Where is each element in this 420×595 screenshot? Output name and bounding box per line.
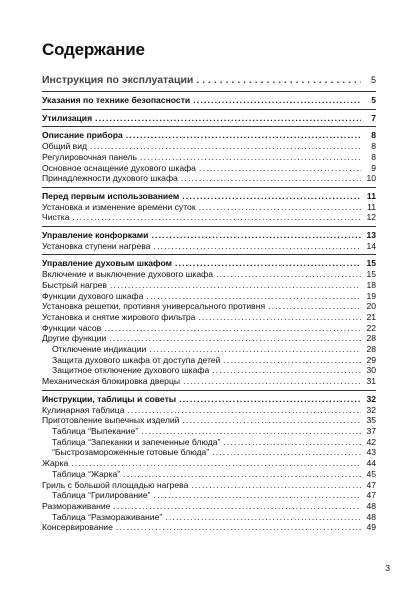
toc-entry-title: Установка ступени нагрева (42, 240, 151, 251)
toc-entry-page: 28 (366, 333, 376, 344)
toc-entry-title: Принадлежности духового шкафа (42, 173, 178, 184)
dot-leader (71, 458, 361, 469)
dot-leader (113, 501, 361, 512)
toc-entry[interactable] (42, 501, 376, 512)
dot-leader (175, 258, 361, 269)
toc-entry[interactable] (42, 312, 376, 323)
toc-entry-title: Чистка (42, 212, 70, 223)
toc-entry-title: Отключение индикации (52, 344, 147, 355)
dot-leader (181, 173, 361, 184)
toc-entry[interactable] (42, 480, 376, 491)
toc-entry-title: Описание прибора (42, 130, 123, 141)
toc-entry-title: Управление конфорками (42, 230, 149, 241)
dot-leader (165, 512, 361, 523)
dot-leader (149, 344, 361, 355)
dot-leader (73, 212, 362, 223)
toc-entry-page: 8 (371, 151, 376, 162)
toc-entry-page: 9 (371, 162, 376, 173)
toc-entry[interactable] (42, 405, 376, 416)
toc-entry[interactable] (42, 323, 376, 334)
toc-entry[interactable] (42, 458, 376, 469)
toc-entry[interactable] (42, 469, 376, 480)
toc-entry-title: Таблица “Грилирование” (52, 490, 151, 501)
toc-entry[interactable] (42, 301, 376, 312)
toc-entry-page: 11 (367, 201, 376, 212)
toc-entry-title: Размораживание (42, 500, 111, 511)
toc-entry-page: 28 (366, 344, 376, 355)
dot-leader (109, 333, 361, 344)
toc-entry-page: 8 (371, 141, 376, 152)
toc-entry-page: 11 (366, 190, 376, 201)
toc-entry-title: Функции духового шкафа (42, 290, 144, 301)
dot-leader (95, 113, 361, 124)
toc-entry[interactable] (42, 437, 376, 448)
toc-entry[interactable] (42, 365, 376, 376)
table-of-contents (42, 74, 376, 536)
dot-leader (182, 191, 361, 202)
dot-leader (110, 280, 361, 291)
toc-entry-title: Общий вид (42, 141, 88, 152)
toc-entry-page: 48 (366, 511, 376, 522)
toc-entry[interactable] (42, 113, 376, 124)
toc-entry[interactable] (42, 426, 376, 437)
toc-entry-page: 48 (366, 500, 376, 511)
dot-leader (216, 269, 361, 280)
toc-entry-page: 7 (371, 112, 376, 123)
toc-entry-page: 8 (371, 130, 376, 141)
toc-entry[interactable] (42, 74, 376, 87)
toc-entry[interactable] (42, 163, 376, 174)
toc-entry[interactable] (42, 258, 376, 269)
dot-leader (223, 355, 361, 366)
toc-entry-page: 49 (366, 522, 376, 533)
toc-section (42, 255, 376, 390)
toc-entry-title: Включение и выключение духового шкафа (42, 269, 213, 280)
toc-entry[interactable] (42, 280, 376, 291)
toc-entry-page: 42 (366, 436, 376, 447)
dot-leader (116, 522, 361, 533)
toc-entry-title: Инструкции, таблицы и советы (42, 393, 177, 404)
dot-leader (212, 365, 361, 376)
toc-entry[interactable] (42, 152, 376, 163)
toc-entry-page: 12 (366, 212, 376, 223)
toc-entry[interactable] (42, 141, 376, 152)
toc-entry[interactable] (42, 291, 376, 302)
dot-leader (182, 415, 361, 426)
toc-entry-title: “Быстрозамороженные готовые блюда” (52, 447, 210, 458)
dot-leader (146, 291, 361, 302)
toc-entry-title: Защитное отключение духового шкафа (52, 365, 210, 376)
toc-entry-page: 5 (371, 95, 376, 105)
page-number: 3 (385, 563, 390, 573)
dot-leader (90, 141, 361, 152)
dot-leader (104, 323, 361, 334)
toc-entry-title: Установка и снятие жирового фильтра (42, 311, 196, 322)
toc-entry[interactable] (42, 241, 376, 252)
toc-section (42, 92, 376, 110)
toc-entry-title: Таблица “Запеканки и запеченные блюда” (52, 436, 221, 447)
toc-entry-title: Функции часов (42, 322, 102, 333)
toc-entry[interactable] (42, 202, 376, 213)
toc-entry[interactable] (42, 212, 376, 223)
toc-entry-page: 14 (366, 240, 376, 251)
toc-entry-page: 47 (366, 479, 376, 490)
toc-entry-title: Управление духовым шкафом (42, 258, 172, 269)
toc-entry[interactable] (42, 490, 376, 501)
toc-entry-title: Жарка (42, 458, 69, 469)
toc-entry-title: Приготовление выпечных изделий (42, 415, 180, 426)
toc-entry[interactable] (42, 344, 376, 355)
toc-entry-page: 19 (366, 290, 376, 301)
page-title: Содержание (42, 40, 145, 59)
dot-leader (179, 394, 361, 405)
toc-entry[interactable] (42, 333, 376, 344)
toc-entry-title: Другие функции (42, 333, 107, 344)
toc-entry[interactable] (42, 376, 376, 387)
toc-entry-page: 10 (366, 173, 376, 184)
dot-leader (126, 130, 361, 141)
toc-entry-page: 32 (366, 404, 376, 415)
toc-section (42, 188, 376, 227)
toc-entry[interactable] (42, 447, 376, 458)
dot-leader (127, 405, 361, 416)
toc-entry-page: 13 (366, 230, 376, 241)
toc-entry-title: Гриль с большой площадью нагрева (42, 479, 189, 490)
toc-entry-page: 21 (366, 311, 376, 322)
dot-leader (212, 447, 361, 458)
toc-entry[interactable] (42, 394, 376, 405)
toc-entry-page: 15 (366, 269, 376, 280)
toc-entry-title: Указания по технике безопасности (42, 95, 191, 105)
toc-entry[interactable] (42, 522, 376, 533)
toc-entry[interactable] (42, 269, 376, 280)
toc-entry-title: Основное оснащение духового шкафа (42, 162, 196, 173)
toc-entry-title: Механическая блокировка дверцы (42, 376, 181, 387)
toc-entry-title: Таблица “Размораживание” (52, 511, 163, 522)
toc-section (42, 391, 376, 536)
dot-leader (199, 163, 361, 174)
toc-entry-title: Установка и изменение времени суток (42, 201, 196, 212)
toc-entry-page: 43 (366, 447, 376, 458)
toc-entry-title: Утилизация (42, 112, 93, 123)
toc-entry[interactable] (42, 415, 376, 426)
dot-leader (141, 426, 361, 437)
toc-page (42, 40, 376, 536)
toc-entry-page: 37 (366, 425, 376, 436)
toc-entry-title: Перед первым использованием (42, 190, 180, 201)
dot-leader (268, 301, 361, 312)
toc-entry-page: 15 (366, 258, 376, 269)
toc-entry-page: 35 (366, 415, 376, 426)
dot-leader (154, 490, 361, 501)
toc-entry-title: Инструкция по эксплуатации (42, 74, 194, 86)
toc-entry-title: Установка решетки, противня универсального противня (42, 301, 266, 312)
toc-entry-page: 29 (366, 354, 376, 365)
dot-leader (140, 152, 361, 163)
toc-entry-page: 31 (366, 376, 376, 387)
toc-section (42, 74, 376, 92)
dot-leader (183, 376, 361, 387)
dot-leader (196, 74, 361, 87)
dot-leader (191, 480, 361, 491)
toc-entry-title: Консервирование (42, 522, 113, 533)
toc-entry[interactable] (42, 173, 376, 184)
toc-entry-title: Таблица “Жарка” (52, 468, 121, 479)
dot-leader (198, 312, 361, 323)
toc-entry-title: Таблица “Выпекание” (52, 425, 139, 436)
toc-entry-title: Быстрый нагрев (42, 279, 107, 290)
toc-entry-title: Регулировочная панель (42, 151, 138, 162)
toc-entry-page: 20 (366, 301, 376, 312)
toc-entry-page: 30 (366, 365, 376, 376)
toc-entry-page: 22 (366, 322, 376, 333)
toc-entry[interactable] (42, 355, 376, 366)
toc-entry-title: Защита духового шкафа от доступа детей (52, 354, 221, 365)
dot-leader (223, 437, 361, 448)
dot-leader (199, 202, 361, 213)
toc-entry[interactable] (42, 95, 376, 106)
dot-leader (153, 241, 361, 252)
toc-entry-title: Кулинарная таблица (42, 404, 125, 415)
toc-entry-page: 44 (366, 458, 376, 469)
toc-entry-page: 45 (366, 468, 376, 479)
toc-section (42, 227, 376, 255)
dot-leader (193, 95, 361, 106)
toc-section (42, 110, 376, 128)
toc-entry[interactable] (42, 191, 376, 202)
toc-entry[interactable] (42, 230, 376, 241)
toc-entry-page: 5 (370, 75, 376, 85)
toc-section (42, 127, 376, 188)
toc-entry[interactable] (42, 130, 376, 141)
toc-entry-page: 18 (366, 279, 376, 290)
dot-leader (123, 469, 361, 480)
toc-entry[interactable] (42, 512, 376, 523)
toc-entry-page: 47 (366, 490, 376, 501)
dot-leader (151, 230, 361, 241)
toc-entry-page: 32 (366, 393, 376, 404)
